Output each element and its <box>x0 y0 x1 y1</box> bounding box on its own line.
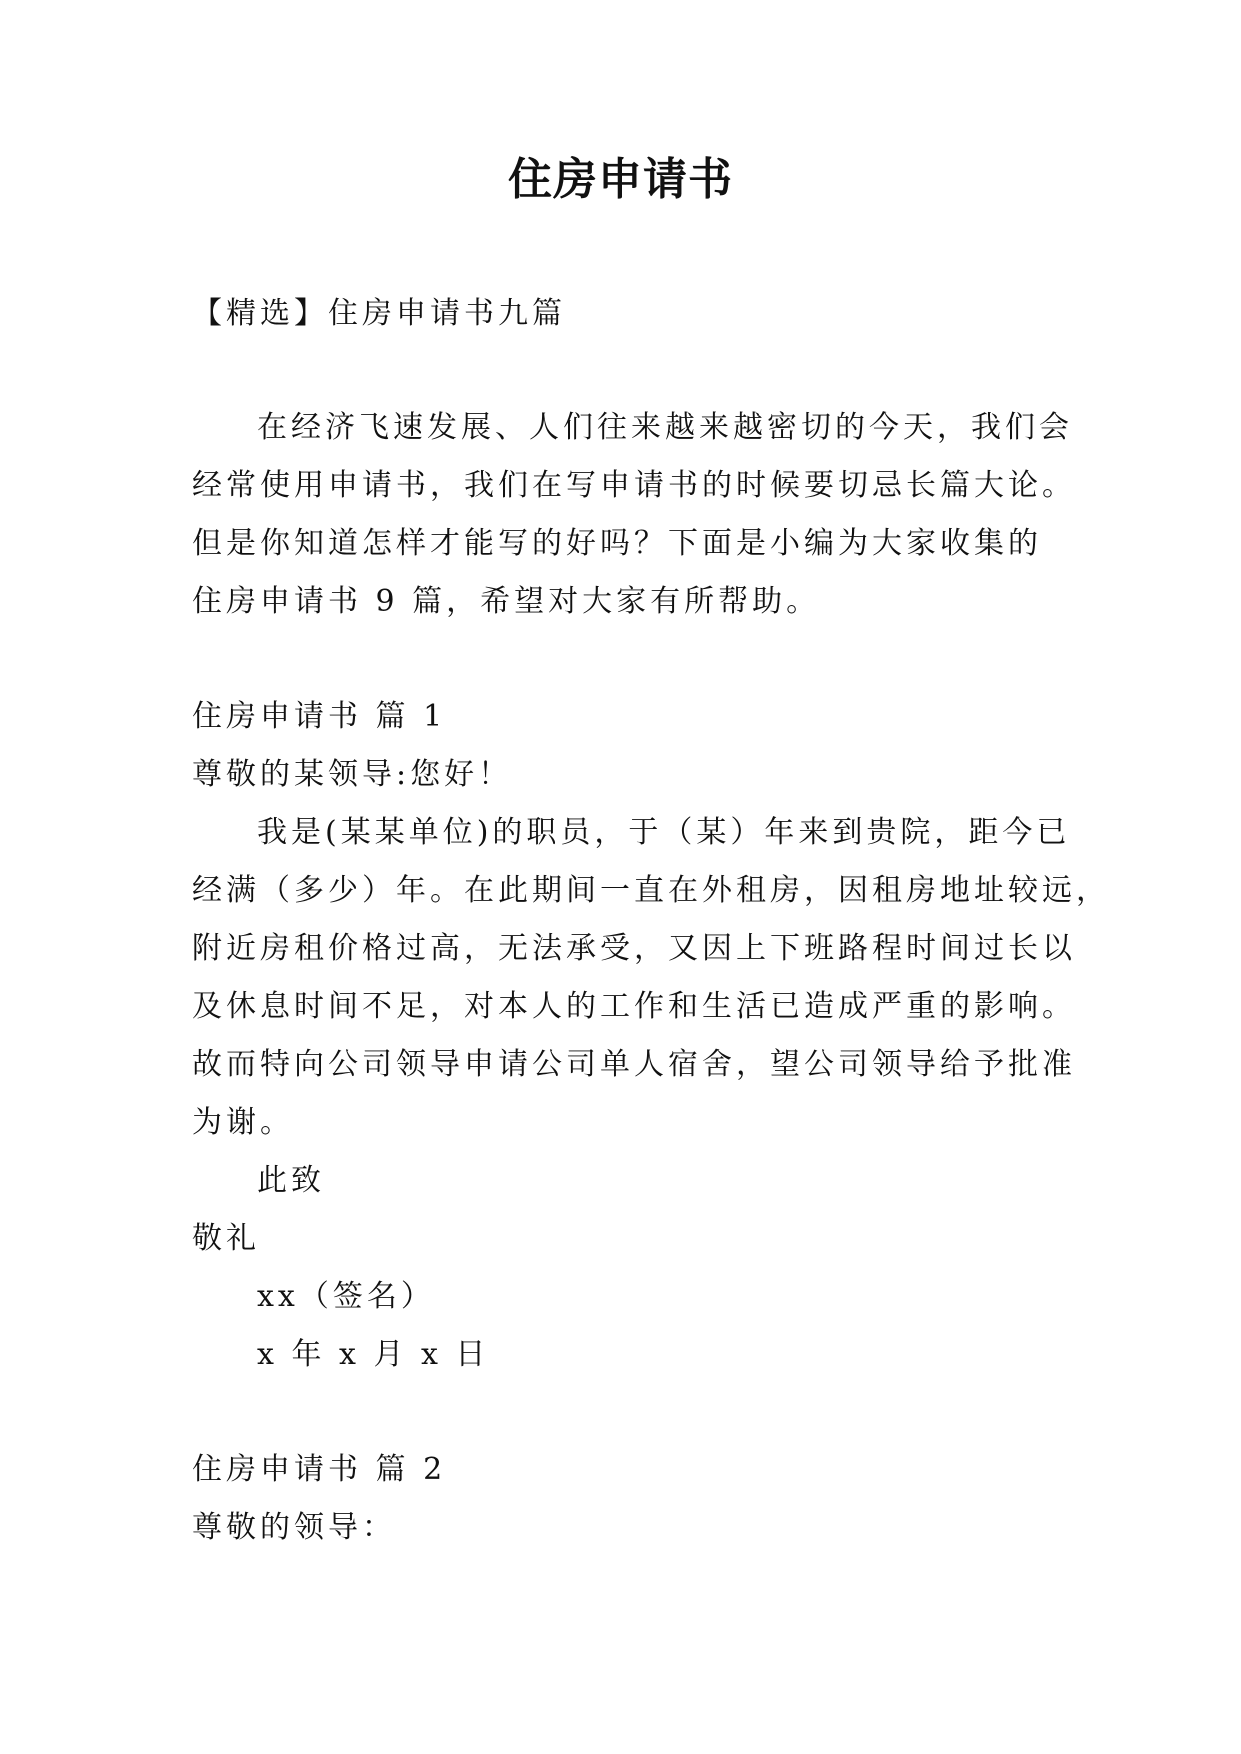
page-title: 住房申请书 <box>508 154 733 205</box>
section-heading-1: 住房申请书 篇 1 <box>192 699 447 734</box>
document-subtitle: 【精选】住房申请书九篇 <box>192 296 566 331</box>
intro-line: 在经济飞速发展、人们往来越来越密切的今天，我们会 <box>257 410 1073 445</box>
body-line: 为谢。 <box>192 1105 294 1140</box>
section-heading-2: 住房申请书 篇 2 <box>192 1452 447 1487</box>
signature-line: xx（签名） <box>257 1279 435 1314</box>
date-line: x 年 x 月 x 日 <box>257 1337 490 1372</box>
body-line: 我是(某某单位)的职员，于（某）年来到贵院，距今已 <box>257 815 1071 850</box>
body-line: 及休息时间不足，对本人的工作和生活已造成严重的影响。 <box>192 989 1076 1024</box>
closing-text: 此致 <box>257 1163 325 1198</box>
salutation-2: 尊敬的领导： <box>192 1510 396 1545</box>
regards-text: 敬礼 <box>192 1221 260 1256</box>
intro-line: 经常使用申请书，我们在写申请书的时候要切忌长篇大论。 <box>192 468 1076 503</box>
intro-line: 住房申请书 9 篇，希望对大家有所帮助。 <box>192 584 821 619</box>
salutation-1: 尊敬的某领导:您好！ <box>192 757 513 792</box>
body-line: 故而特向公司领导申请公司单人宿舍，望公司领导给予批准 <box>192 1047 1076 1082</box>
intro-line: 但是你知道怎样才能写的好吗？下面是小编为大家收集的 <box>192 526 1042 561</box>
body-line: 附近房租价格过高，无法承受，又因上下班路程时间过长以 <box>192 931 1076 966</box>
body-line: 经满（多少）年。在此期间一直在外租房，因租房地址较远， <box>192 873 1110 908</box>
